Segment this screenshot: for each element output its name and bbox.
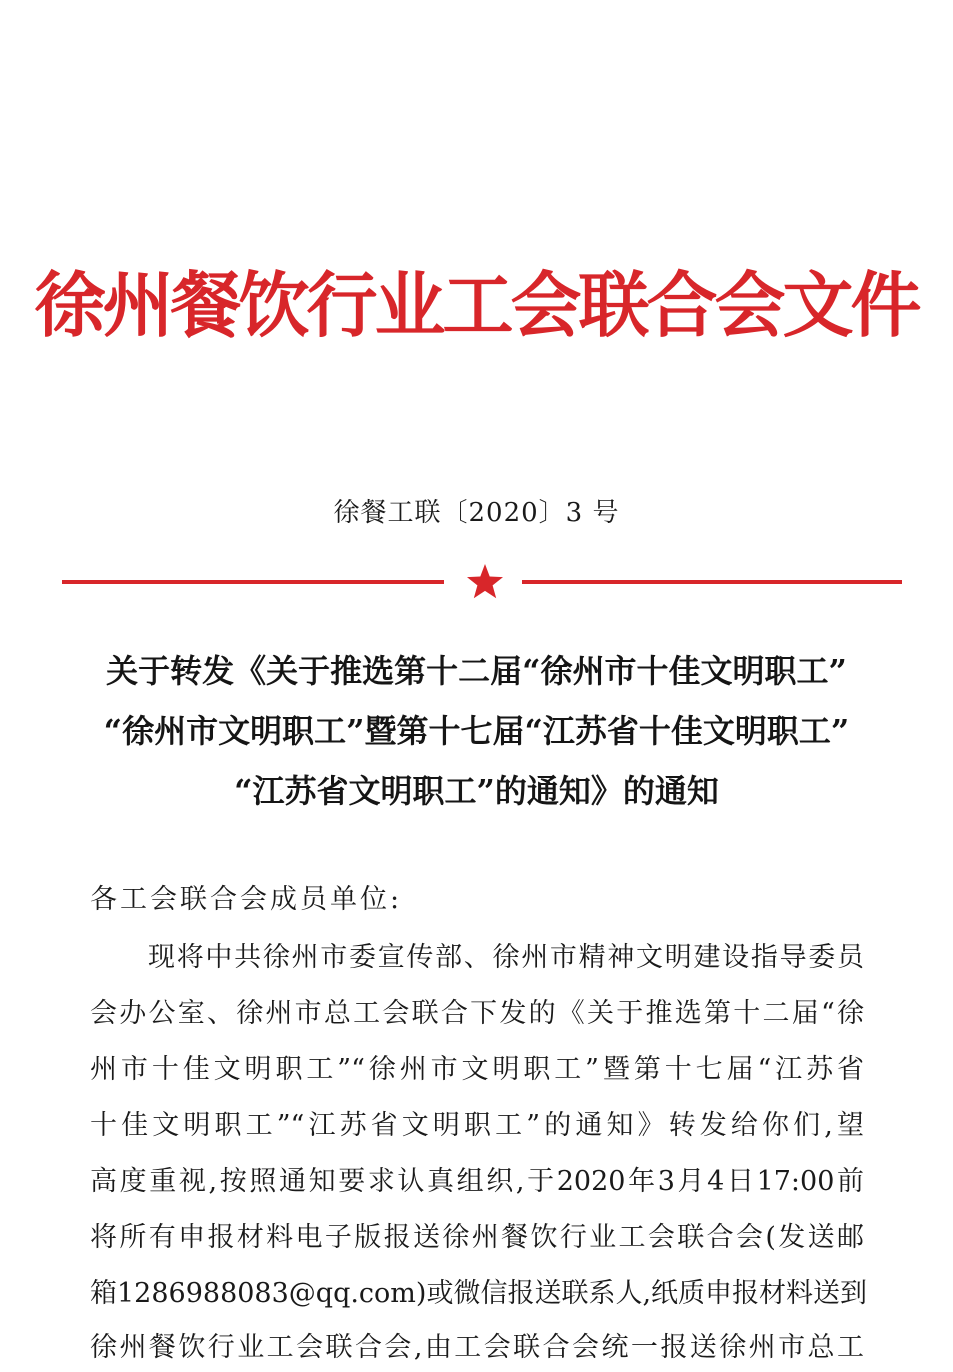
document-number: 徐餐工联〔2020〕3 号 — [333, 498, 620, 528]
divider-line-right — [522, 580, 902, 584]
notice-title-line-1: 关于转发《关于推选第十二届“徐州市十佳文明职工” — [106, 652, 847, 690]
notice-title-line-3: “江苏省文明职工”的通知》的通知 — [234, 772, 719, 810]
body-line: 十佳文明职工”“江苏省文明职工”的通知》转发给你们,望 — [90, 1110, 864, 1141]
notice-title-line-2: “徐州市文明职工”暨第十七届“江苏省十佳文明职工” — [103, 712, 850, 750]
body-line: 将所有申报材料电子版报送徐州餐饮行业工会联合会(发送邮 — [90, 1222, 864, 1253]
body-line: 徐州餐饮行业工会联合会,由工会联合会统一报送徐州市总工 — [90, 1332, 864, 1363]
star-icon — [465, 562, 505, 602]
body-line: 高度重视,按照通知要求认真组织,于2020年3月4日17:00前 — [90, 1166, 864, 1197]
divider-line-left — [62, 580, 444, 584]
salutation: 各工会联合会成员单位: — [90, 884, 403, 915]
body-line: 州市十佳文明职工”“徐州市文明职工”暨第十七届“江苏省 — [90, 1054, 864, 1085]
red-divider — [62, 560, 902, 606]
body-line: 箱1286988083@qq.com)或微信报送联系人,纸质申报材料送到 — [90, 1278, 868, 1309]
body-line: 会办公室、徐州市总工会联合下发的《关于推选第十二届“徐 — [90, 998, 864, 1029]
body-line: 现将中共徐州市委宣传部、徐州市精神文明建设指导委员 — [148, 942, 864, 973]
document-masthead: 徐州餐饮行业工会联合会文件 — [34, 263, 919, 347]
